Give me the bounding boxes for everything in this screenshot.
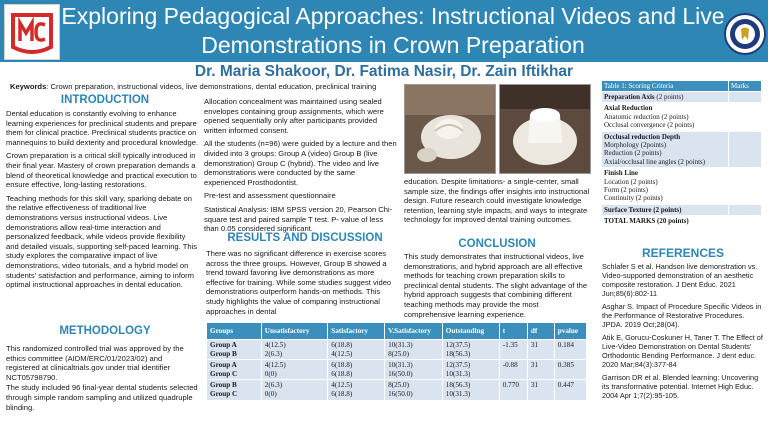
results-heading: RESULTS AND DISCUSSION: [227, 232, 383, 244]
introduction-paragraph: Dental education is constantly evolving to enhance learning experiences for preclinical students and prepare them for clinical practice. Preclinical students practice on mannequins to build dexterity and procedural knowledge.: [6, 109, 199, 147]
methods-paragraph: Pre-test and assessment questionnaire: [204, 191, 336, 201]
groups-cell: Group B Group C: [207, 380, 262, 400]
unsatisfactory-cell: 4(12.5) 0(0): [261, 360, 328, 380]
outstanding-cell: 12(37.5) 18(56.3): [442, 340, 499, 360]
col-header: pvalue: [554, 323, 586, 340]
scoring-header-row: [602, 81, 762, 92]
conclusion-body: This study demonstrates that instructional videos, live demonstrations, and hybrid approach are all effective methods for teaching crown preparation skills to preclinical dental students. The slight advantage of the hybrid approach suggests that combining different teaching methods may provide the most comprehensive learning experience.: [404, 252, 588, 319]
introduction-paragraph: Teaching methods for this skill vary, sparking debate on the relative effectiveness of traditional live demonstrations versus instructional videos. Live demonstrations allow real-time interaction and personalized feedback, while videos provide flexibility and detailed visuals, supporting self-paced learning. This study explores the comparative impact of live demonstrations, video tutorials, and a hybrid model on students' satisfaction and performance, aiming to inform optimal instructional approaches in dental education.: [6, 193, 198, 290]
t-cell: -1.35: [499, 340, 527, 360]
introduction-body: [6, 109, 200, 294]
scoring-row: Surface Texture (2 points): [602, 204, 762, 215]
col-header: V.Satisfactory: [385, 323, 443, 340]
methods-paragraph: All the students (n=96) were guided by a lecture and then divided into 3 groups: Group A (video) Group B (live demonstration) Group C (hybrid). The video and live demonstrations were conducted by the same experienced Prosthodontist.: [204, 139, 397, 187]
groups-cell: Group A Group C: [207, 360, 262, 380]
methodology-body: [6, 344, 198, 416]
introduction-heading: INTRODUCTION: [60, 94, 150, 106]
references-list: [602, 262, 764, 404]
results-table: [206, 322, 587, 401]
scoring-criteria-header: Table 1: Scoring Criteria: [602, 81, 729, 92]
outstanding-cell: 12(37.5) 10(31.3): [442, 360, 499, 380]
keywords-label: Keywords: [10, 82, 47, 91]
table-row: [207, 340, 587, 360]
unsatisfactory-cell: 2(6.3) 0(0): [261, 380, 328, 400]
keywords-line: [10, 82, 405, 91]
results-body: There was no significant difference in exercise scores across the three groups. However, Group B showed a trend toward favoring live demonstrations as more effective for training. While some studies suggest video demonstrations outperform hands-on methods. This study highlights the value of comparing instructional approaches in dental: [206, 249, 392, 316]
crown-preparation-photo-2: [499, 84, 591, 174]
university-seal: [723, 4, 767, 58]
groups-cell: Group A Group B: [207, 340, 262, 360]
df-cell: 31: [527, 340, 554, 360]
scoring-row: Finish Line Location (2 points) Form (2 points) Continuity (2 points): [602, 168, 762, 205]
satisfactory-cell: 4(12.5) 6(18.8): [328, 380, 385, 400]
methods-continued: [204, 97, 398, 238]
crown-preparation-photo-1: [404, 84, 496, 174]
author-list: Dr. Maria Shakoor, Dr. Fatima Nasir, Dr. Zain Iftikhar: [194, 63, 574, 80]
pvalue-cell: 0.447: [554, 380, 586, 400]
reference-item: Garrison DR et al. Blended learning: Uncovering its transformative potential. Internet High Educ. 2004 Apr 1;7(2):95-105.: [602, 373, 759, 400]
methodology-paragraph: This randomized controlled trial was approved by the ethics committee (AIDM/ERC/01/2023/02) and registered at clinicaltrials.gov under trial identifier NCT05798790.: [6, 344, 184, 382]
scoring-row: Axial Reduction Anatomic reduction (2 points) Occlusal convergence (2 points): [602, 103, 762, 131]
reference-item: Atik E, Gorucu-Coskuner H, Taner T. The Effect of Live-Video Demonstration on Dental Students' Orthodontic Bending Performance. J dent educ. 2020 Mar;84(3):377-84: [602, 333, 763, 369]
results-discussion-continued: education. Despite limitations- a single-center, small sample size, the findings offer insights into instructional design. Future research could investigate knowledge retention, learning style impacts, and ways to integrate technology for improved dental training outcomes.: [404, 177, 590, 225]
vsatisfactory-cell: 10(31.3) 16(50.0): [385, 360, 443, 380]
col-header: Unsatisfactory: [261, 323, 328, 340]
unsatisfactory-cell: 4(12.5) 2(6.3): [261, 340, 328, 360]
df-cell: 31: [527, 380, 554, 400]
scoring-marks-header: Marks: [729, 81, 762, 92]
pvalue-cell: 0.385: [554, 360, 586, 380]
col-header: Outstanding: [442, 323, 499, 340]
table-row: [207, 380, 587, 400]
reference-item: Asghar S. Impact of Procedure Specific Videos in the Performance of Restorative Procedures. JPDA. 2019 Oct;28(04).: [602, 302, 762, 329]
conclusion-heading: CONCLUSION: [458, 238, 536, 250]
references-heading: REFERENCES: [641, 246, 724, 260]
satisfactory-cell: 6(18.8) 4(12.5): [328, 340, 385, 360]
pvalue-cell: 0.184: [554, 340, 586, 360]
introduction-paragraph: Crown preparation is a critical skill typically introduced in their final year. Mastery of crown preparation demands a blend of theoretical knowledge and practical execution to ensure effective, long-lasting restorations.: [6, 151, 197, 190]
scoring-row: Preparation Axis (2 points): [602, 92, 762, 103]
vsatisfactory-cell: 10(31.3) 8(25.0): [385, 340, 443, 360]
methods-paragraph: Allocation concealment was maintained using sealed envelopes containing group assignments, which were opened sequentially only after participants provided written informed consent.: [204, 97, 384, 135]
scoring-row: Occlusal reduction Depth Morphology (2points) Reduction (2 points) Axial/occlusal line angles (2 points): [602, 131, 762, 168]
scoring-criteria-table: [601, 80, 762, 228]
reference-item: Schlafer S et al. Handson live demonstration vs. Video-supported demonstration of an aesthetic composite restoration. J Dent Educ. 2021 Jun;85(6):802-11: [602, 262, 758, 298]
methodology-paragraph: The study included 96 final-year dental students selected through simple random sampling and utilized quadruple blinding.: [6, 383, 198, 412]
col-header: Groups: [207, 323, 262, 340]
df-cell: 31: [527, 360, 554, 380]
table-row: [207, 360, 587, 380]
satisfactory-cell: 6(18.8) 6(18.8): [328, 360, 385, 380]
institution-logo: [4, 4, 60, 60]
scoring-total-row: TOTAL MARKS (20 points): [602, 216, 762, 227]
col-header: Satisfactory: [328, 323, 385, 340]
methodology-heading: METHODOLOGY: [59, 325, 151, 337]
keywords-text: : Crown preparation, instructional videos, live demonstrations, dental education, preclinical training: [46, 82, 377, 91]
col-header: df: [527, 323, 554, 340]
col-header: t: [499, 323, 527, 340]
t-cell: 0.770: [499, 380, 527, 400]
results-table-header-row: [207, 323, 587, 340]
t-cell: -0.88: [499, 360, 527, 380]
methods-paragraph: Statistical Analysis: IBM SPSS version 20, Pearson Chi-square test and paired sample T test. P- value of less than 0.05 considered significant.: [204, 204, 393, 234]
poster-title: Exploring Pedagogical Approaches: Instructional Videos and Live Demonstrations in Crown Preparation: [61, 3, 725, 58]
outstanding-cell: 18(56.3) 10(31.3): [442, 380, 499, 400]
vsatisfactory-cell: 8(25.0) 16(50.0): [385, 380, 443, 400]
